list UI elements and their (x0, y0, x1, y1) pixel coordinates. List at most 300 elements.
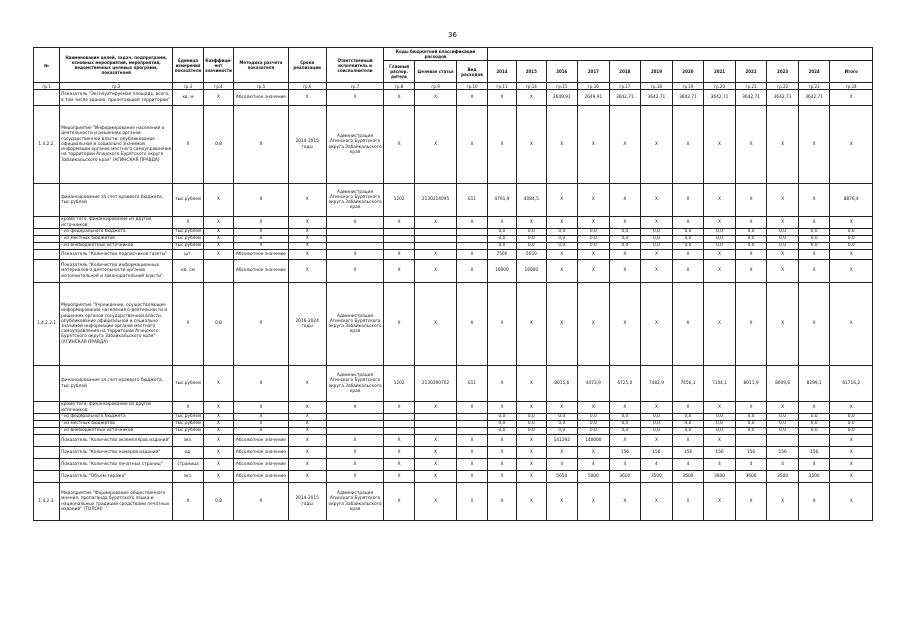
table-cell: 0,0 (517, 229, 546, 236)
table-cell: X (288, 435, 326, 447)
table-cell: X (288, 90, 326, 106)
table-row (34, 447, 873, 459)
table-cell: X (234, 414, 288, 421)
header-year: 2024 (798, 61, 830, 83)
table-cell: X (288, 421, 326, 428)
table-cell: X (704, 283, 736, 366)
table-cell: Абсолютное значение (234, 459, 288, 471)
table-cell: 0,0 (672, 414, 704, 421)
table-cell: 0,0 (487, 428, 516, 435)
table-cell: X (672, 283, 704, 366)
table-cell: 3642,71 (798, 90, 830, 106)
table-cell: X (641, 250, 673, 260)
table-cell: X (326, 459, 384, 471)
table-cell: X (326, 447, 384, 459)
header-manager: Главный распор. дитель (384, 61, 414, 83)
table-cell: Администрация Агинского Бурятского округа Забайкальского края (326, 483, 384, 521)
table-cell: X (457, 90, 487, 106)
table-cell (414, 421, 456, 428)
table-cell: X (735, 250, 767, 260)
table-cell: 0,0 (767, 428, 799, 435)
header-expense-type: Вид расходов (457, 61, 487, 83)
table-cell: 0,0 (830, 428, 873, 435)
table-cell: 3600 (704, 471, 736, 483)
table-row (34, 483, 873, 521)
table-cell: 4 (798, 459, 830, 471)
table-cell: 1.4.2.2.1 (34, 283, 60, 366)
table-cell: 0,0 (672, 243, 704, 250)
table-cell: X (735, 483, 767, 521)
column-number: гр.10 (457, 83, 487, 90)
table-cell: 140000 (578, 435, 610, 447)
column-number: гр.2 (60, 83, 173, 90)
table-cell: X (517, 106, 546, 184)
table-cell: X (830, 447, 873, 459)
table-cell: X (578, 283, 610, 366)
table-cell: 0,0 (672, 229, 704, 236)
table-cell: X (203, 459, 233, 471)
table-cell: 1202 (384, 184, 414, 217)
table-cell (384, 236, 414, 243)
table-cell (384, 428, 414, 435)
table-cell: X (457, 250, 487, 260)
table-cell: X (384, 90, 414, 106)
table-cell: X (203, 243, 233, 250)
table-cell: 0,0 (578, 243, 610, 250)
table-cell: 16000 (517, 260, 546, 283)
table-cell: X (609, 283, 641, 366)
table-cell: X (326, 90, 384, 106)
table-cell: 0,0 (735, 428, 767, 435)
table-cell: 0,0 (609, 414, 641, 421)
table-cell: X (487, 217, 516, 229)
table-cell: 1.4.2.2. (34, 106, 60, 184)
table-cell: 0,0 (798, 414, 830, 421)
table-cell: 156 (641, 447, 673, 459)
table-cell: X (609, 483, 641, 521)
table-cell: X (173, 483, 203, 521)
table-cell: X (735, 260, 767, 283)
table-cell: 0,0 (609, 428, 641, 435)
table-cell: X (203, 471, 233, 483)
table-cell: X (735, 402, 767, 414)
table-cell: X (609, 184, 641, 217)
table-cell (457, 229, 487, 236)
table-cell: X (578, 447, 610, 459)
table-cell: X (326, 402, 384, 414)
table-cell: X (414, 217, 456, 229)
table-cell (34, 459, 60, 471)
table-cell: X (457, 447, 487, 459)
table-cell: X (173, 217, 203, 229)
table-cell (326, 236, 384, 243)
table-cell (326, 243, 384, 250)
table-cell: X (414, 260, 456, 283)
table-cell: X (704, 106, 736, 184)
table-cell: 0,0 (546, 414, 578, 421)
table-cell: X (326, 217, 384, 229)
table-cell: X (457, 459, 487, 471)
table-cell: X (203, 250, 233, 260)
header-period: Сроки реализации (288, 48, 326, 83)
table-cell: X (578, 483, 610, 521)
table-cell: X (578, 250, 610, 260)
table-cell: Администрация Агинского Бурятского округа Забайкальского края (326, 184, 384, 217)
table-cell: 4 (704, 459, 736, 471)
table-cell: Абсолютное значение (234, 447, 288, 459)
table-cell: X (830, 483, 873, 521)
table-cell (414, 229, 456, 236)
table-cell: 0,0 (767, 414, 799, 421)
table-cell: X (641, 184, 673, 217)
table-cell: X (288, 459, 326, 471)
table-cell: X (704, 184, 736, 217)
table-row (34, 414, 873, 421)
table-cell: 4 (641, 459, 673, 471)
table-cell (326, 421, 384, 428)
table-cell: X (609, 435, 641, 447)
table-cell: X (414, 106, 456, 184)
table-cell: X (704, 260, 736, 283)
table-cell: X (517, 90, 546, 106)
header-target: Целевая статья (414, 61, 456, 83)
table-row (34, 217, 873, 229)
table-cell (384, 414, 414, 421)
table-cell: Абсолютное значение (234, 260, 288, 283)
table-cell: X (203, 421, 233, 428)
table-cell: X (517, 402, 546, 414)
table-cell: 0,0 (830, 421, 873, 428)
table-cell: X (384, 459, 414, 471)
table-cell: X (203, 402, 233, 414)
column-number: гр.7 (326, 83, 384, 90)
table-cell: X (609, 250, 641, 260)
header-year: 2017 (578, 61, 610, 83)
table-cell: 3600 (609, 471, 641, 483)
table-cell: X (203, 414, 233, 421)
table-cell: 141292 (546, 435, 578, 447)
table-cell: X (457, 471, 487, 483)
column-number: гр.15 (546, 83, 578, 90)
table-cell: 0,0 (672, 236, 704, 243)
table-row (34, 184, 873, 217)
table-cell: X (326, 435, 384, 447)
table-cell: 3500 (641, 471, 673, 483)
table-cell: 4 (672, 459, 704, 471)
table-cell (414, 243, 456, 250)
table-cell (34, 90, 60, 106)
table-cell: 4 (578, 459, 610, 471)
table-cell (414, 428, 456, 435)
table-cell: 0,0 (798, 236, 830, 243)
table-cell: 156 (735, 447, 767, 459)
header-budget-codes: Коды бюджетной классификации расходов (384, 48, 487, 61)
table-cell: 5650 (546, 471, 578, 483)
table-cell: 8009,6 (767, 366, 799, 402)
table-cell: X (517, 435, 546, 447)
table-cell (34, 366, 60, 402)
column-number: гр.22 (767, 83, 799, 90)
table-cell: 0,0 (704, 229, 736, 236)
page-number: 36 (448, 31, 457, 39)
table-row (34, 229, 873, 236)
table-cell: X (609, 260, 641, 283)
table-cell: X (487, 483, 516, 521)
row-title-cell: Показатель "Эксплуатируемая площадь, всего, в том числе здания, прилегающей территории" (60, 90, 173, 106)
table-cell: 2130290702 (414, 366, 456, 402)
table-cell: 16000 (487, 260, 516, 283)
table-cell: X (641, 402, 673, 414)
table-cell: X (288, 184, 326, 217)
table-cell: X (546, 283, 578, 366)
table-cell (457, 243, 487, 250)
table-cell: 0,0 (735, 229, 767, 236)
table-cell: X (830, 250, 873, 260)
table-cell: X (487, 447, 516, 459)
table-cell: 3642,71 (735, 90, 767, 106)
table-cell (34, 402, 60, 414)
table-cell: X (487, 435, 516, 447)
table-cell: X (735, 283, 767, 366)
table-cell: 0,0 (578, 229, 610, 236)
table-cell: 0,0 (641, 243, 673, 250)
table-cell: X (517, 459, 546, 471)
table-cell: X (234, 243, 288, 250)
column-number: гр.20 (704, 83, 736, 90)
table-row (34, 283, 873, 366)
table-cell: X (234, 217, 288, 229)
table-row (34, 402, 873, 414)
table-row (34, 366, 873, 402)
table-cell: X (203, 447, 233, 459)
row-title-cell: - из местных бюджетов (60, 236, 173, 243)
table-cell: 156 (672, 447, 704, 459)
table-cell: X (457, 402, 487, 414)
table-cell: X (767, 184, 799, 217)
table-cell: 0,0 (641, 428, 673, 435)
table-cell: X (234, 229, 288, 236)
table-cell (457, 414, 487, 421)
column-number: гр.1 (34, 83, 60, 90)
table-cell: 0,8 (203, 283, 233, 366)
table-cell: X (641, 260, 673, 283)
table-cell: X (457, 217, 487, 229)
table-cell: X (546, 106, 578, 184)
table-cell: 0,0 (578, 428, 610, 435)
table-cell: X (672, 217, 704, 229)
table-cell: X (767, 483, 799, 521)
table-cell: 2016-2024 годы (288, 283, 326, 366)
table-cell (34, 229, 60, 236)
table-row (34, 260, 873, 283)
column-number: гр.14 (517, 83, 546, 90)
table-cell: 0,0 (609, 229, 641, 236)
table-cell: 0,0 (767, 421, 799, 428)
header-blank (487, 48, 872, 61)
column-number: гр.5 (234, 83, 288, 90)
table-cell: X (288, 250, 326, 260)
table-cell: экз. (173, 435, 203, 447)
table-cell: X (414, 250, 456, 260)
table-cell: 2130214095 (414, 184, 456, 217)
table-cell (203, 260, 233, 283)
table-row (34, 106, 873, 184)
table-cell: тыс.рублей (173, 243, 203, 250)
table-cell (34, 243, 60, 250)
table-cell: X (767, 283, 799, 366)
table-cell: X (384, 283, 414, 366)
table-cell: 0,0 (767, 229, 799, 236)
table-cell: 0,0 (609, 421, 641, 428)
table-cell (414, 236, 456, 243)
table-cell (384, 229, 414, 236)
header-year: 2021 (704, 61, 736, 83)
table-cell: тыс.рублей (173, 421, 203, 428)
table-cell: 0,0 (672, 428, 704, 435)
table-cell: X (704, 435, 736, 447)
table-cell: 0,0 (735, 243, 767, 250)
table-cell: X (288, 243, 326, 250)
column-number: гр.18 (641, 83, 673, 90)
header-executor: Ответственный исполнитель и соисполнители (326, 48, 384, 83)
table-cell: кв. м (173, 90, 203, 106)
table-cell: ед. (173, 447, 203, 459)
table-cell: 3642,71 (767, 90, 799, 106)
table-cell (34, 236, 60, 243)
table-cell: X (457, 106, 487, 184)
table-cell: X (234, 184, 288, 217)
table-cell: X (798, 483, 830, 521)
table-cell: X (798, 402, 830, 414)
table-cell: 0,0 (830, 229, 873, 236)
table-cell: X (735, 184, 767, 217)
row-title-cell: Показатель "Количество информационных материалов о деятельности органов исполнительной и законодательной власти" (60, 260, 173, 283)
row-title-cell: - из местных бюджетов (60, 421, 173, 428)
table-cell: 4 (735, 459, 767, 471)
table-cell: X (798, 283, 830, 366)
table-row (34, 421, 873, 428)
table-cell: 156 (704, 447, 736, 459)
table-cell: X (546, 447, 578, 459)
table-cell: 4084,5 (517, 184, 546, 217)
table-cell: X (234, 483, 288, 521)
table-cell (34, 435, 60, 447)
table-cell: X (384, 217, 414, 229)
table-cell: 61716,2 (830, 366, 873, 402)
table-cell: X (578, 260, 610, 283)
table-cell: Абсолютное значение (234, 471, 288, 483)
table-cell: X (288, 236, 326, 243)
table-cell: X (288, 447, 326, 459)
table-cell: экз. (173, 471, 203, 483)
table-cell: X (234, 283, 288, 366)
table-cell: X (288, 217, 326, 229)
table-cell: 2014-2015 годы (288, 106, 326, 184)
table-cell: 0,0 (767, 236, 799, 243)
table-cell: X (457, 260, 487, 283)
table-cell: X (767, 260, 799, 283)
table-cell: 4 (767, 459, 799, 471)
table-cell (34, 250, 60, 260)
table-cell: X (234, 366, 288, 402)
column-number: гр.4 (203, 83, 233, 90)
table-cell: 0,0 (641, 236, 673, 243)
table-cell: X (487, 402, 516, 414)
table-cell: 3642,71 (704, 90, 736, 106)
table-cell: X (672, 483, 704, 521)
table-cell: X (546, 217, 578, 229)
table-cell: 0,0 (487, 421, 516, 428)
table-cell: X (609, 106, 641, 184)
table-cell: Абсолютное значение (234, 250, 288, 260)
row-title-cell: - из внебюджетных источников (60, 428, 173, 435)
table-cell: X (672, 260, 704, 283)
table-cell: кв. см (173, 260, 203, 283)
table-cell: X (517, 483, 546, 521)
table-cell: X (517, 217, 546, 229)
table-cell: X (384, 260, 414, 283)
table-cell: тыс.рублей (173, 414, 203, 421)
table-row (34, 250, 873, 260)
table-cell: X (767, 217, 799, 229)
table-cell: 3600 (735, 471, 767, 483)
table-cell: X (798, 217, 830, 229)
table-cell: X (609, 402, 641, 414)
table-cell: X (578, 106, 610, 184)
table-cell: X (487, 471, 516, 483)
table-cell: 8011,9 (735, 366, 767, 402)
table-cell: X (546, 483, 578, 521)
table-cell: X (203, 435, 233, 447)
table-cell: X (798, 184, 830, 217)
table-cell: Абсолютное значение (234, 90, 288, 106)
table-cell: X (704, 250, 736, 260)
table-cell: 0,0 (641, 229, 673, 236)
table-cell: X (517, 283, 546, 366)
table-cell: 3642,71 (641, 90, 673, 106)
table-cell: X (203, 217, 233, 229)
table-cell: X (798, 260, 830, 283)
table-cell: 5000 (578, 471, 610, 483)
table-cell: X (288, 366, 326, 402)
table-cell: X (173, 106, 203, 184)
table-cell: X (487, 459, 516, 471)
row-title-cell: кроме того, финансирование из других источников: (60, 402, 173, 414)
header-year: 2016 (546, 61, 578, 83)
table-cell: страница (173, 459, 203, 471)
column-number: гр.3 (173, 83, 203, 90)
table-cell: X (203, 236, 233, 243)
table-cell: 8015,6 (546, 366, 578, 402)
table-cell: X (234, 402, 288, 414)
table-cell: X (767, 402, 799, 414)
column-number: гр.11 (487, 83, 516, 90)
table-header-row (34, 48, 873, 61)
header-unit: Единица измерения показателя (173, 48, 203, 83)
table-cell: 1202 (384, 366, 414, 402)
program-table (33, 47, 873, 521)
table-cell: тыс.рублей (173, 236, 203, 243)
table-cell: 0,0 (735, 236, 767, 243)
table-cell: 0,0 (641, 421, 673, 428)
table-cell: X (767, 106, 799, 184)
table-cell (34, 447, 60, 459)
table-row (34, 435, 873, 447)
table-cell (34, 421, 60, 428)
table-cell: X (457, 283, 487, 366)
table-cell: X (672, 402, 704, 414)
table-cell: Администрация Агинского Бурятского округа Забайкальского края (326, 283, 384, 366)
